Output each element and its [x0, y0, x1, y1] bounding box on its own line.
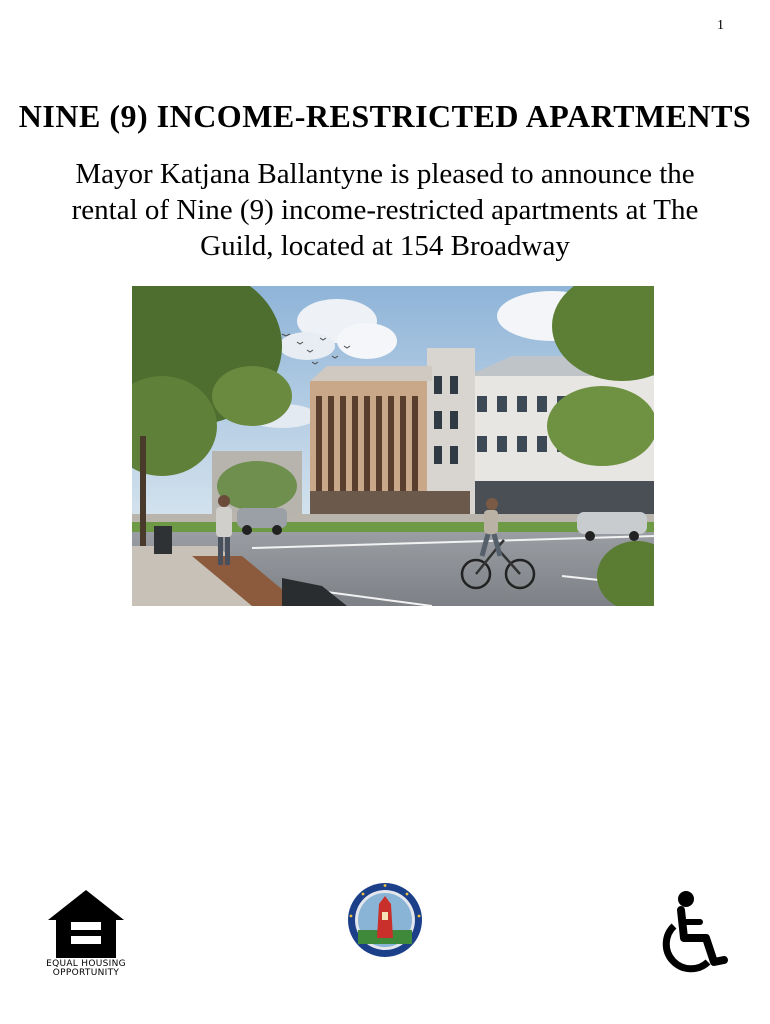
city-seal-icon — [347, 882, 423, 958]
equal-housing-icon — [46, 888, 126, 958]
accessibility-logo — [654, 890, 732, 980]
page-title: NINE (9) INCOME-RESTRICTED APARTMENTS — [18, 98, 752, 134]
wheelchair-icon — [654, 890, 732, 980]
building-rendering-image — [132, 286, 654, 606]
announcement-text: Mayor Katjana Ballantyne is pleased to announce the rental of Nine (9) income-restricted apartments at The Guild, located at 154 Broadway — [71, 158, 699, 262]
city-seal-logo — [347, 882, 423, 958]
page-number: 1 — [717, 18, 724, 33]
equal-housing-caption: EQUAL HOUSING OPPORTUNITY — [46, 959, 126, 978]
